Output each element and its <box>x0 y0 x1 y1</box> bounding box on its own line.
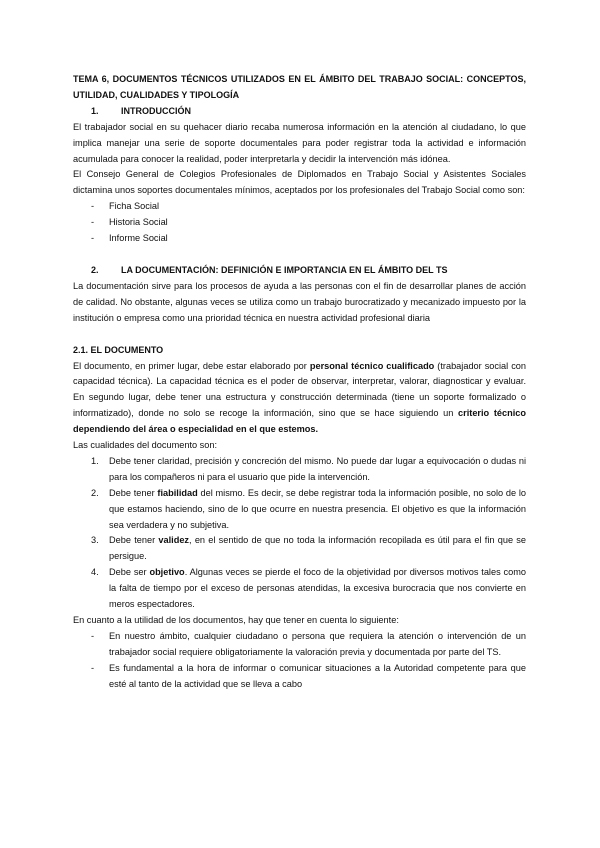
list-item: 1. Debe tener claridad, precisión y concreción del mismo. No puede dar lugar a equivocación o dudas ni para los compañeros ni para el usuario que pide la intervención. <box>73 454 526 486</box>
paragraph: En cuanto a la utilidad de los documentos, hay que tener en cuenta lo siguiente: <box>73 615 399 625</box>
dash-bullet: - <box>91 233 95 244</box>
section-title: INTRODUCCIÓN <box>121 105 191 116</box>
paragraph: Las cualidades del documento son: <box>73 440 218 451</box>
item-number: 2. <box>91 487 99 498</box>
list-item: - Es fundamental a la hora de informar o comunicar situaciones a la Autoridad competente para que esté al tanto de la actividad que se lleva a cabo <box>73 661 526 693</box>
dash-bullet: - <box>91 630 95 641</box>
item-number: 3. <box>91 535 99 546</box>
document-types-list <box>73 199 526 247</box>
list-item: - Ficha Social <box>73 199 526 215</box>
paragraph: La documentación sirve para los procesos de ayuda a las personas con el fin de desarrollar planes de acción de calidad. No obstante, algunas veces se utiliza como un trabajo burocratizado y mecanizado impuesto por la institución o empresa como una prioridad técnica en nuestra actividad profesional diaria <box>73 280 526 323</box>
section-number: 1. <box>91 105 99 116</box>
section-title: LA DOCUMENTACIÓN: DEFINICIÓN E IMPORTANCIA EN EL ÁMBITO DEL TS <box>121 264 448 275</box>
list-item: 4. Debe ser objetivo. Algunas veces se pierde el foco de la objetividad por diversos motivos tales como la falta de tiempo por el exceso de personas atendidas, la excesiva burocracia que nos convierte en meros espectadores. <box>73 565 526 613</box>
document-title: TEMA 6, DOCUMENTOS TÉCNICOS UTILIZADOS EN EL ÁMBITO DEL TRABAJO SOCIAL: CONCEPTOS, UTILIDAD, CUALIDADES Y TIPOLOGÍA <box>73 74 526 100</box>
list-item: - Informe Social <box>73 231 526 247</box>
paragraph: El documento, en primer lugar, debe estar elaborado por personal técnico cualificado (trabajador social con capacidad técnica). La capacidad técnica es el poder de observar, interpretar, valorar, diagnosticar y evaluar. En segundo lugar, debe tener una estructura y construcción determinada (tiene un soporte formalizado o informatizado), donde no solo se recoge la información, sino que se hace siguiendo un criterio técnico dependiendo del área o especialidad en el que estemos. <box>73 360 527 435</box>
utility-list <box>73 629 526 693</box>
item-number: 4. <box>91 567 99 578</box>
list-item: - En nuestro ámbito, cualquier ciudadano o persona que requiera la atención o intervención de un trabajador social requiere obligatoriamente la valoración previa y documentada por parte del TS. <box>73 629 526 661</box>
paragraph: El Consejo General de Colegios Profesionales de Diplomados en Trabajo Social y Asistentes Sociales dictamina unos soportes documentales mínimos, aceptados por los profesionales del Trabajo Social como son: <box>73 169 526 196</box>
paragraph: El trabajador social en su quehacer diario recaba numerosa información en la atención al ciudadano, lo que implica manejar una serie de soporte documentales para poder registrar toda la actividad e información acumulada para conocer la realidad, poder interpretarla y decidir la intervención más idónea. <box>73 121 526 164</box>
section-2-heading <box>73 263 526 279</box>
qualities-list <box>73 454 526 613</box>
section-number: 2. <box>91 264 99 275</box>
dash-bullet: - <box>91 662 95 673</box>
dash-bullet: - <box>91 201 95 212</box>
list-item: - Historia Social <box>73 215 526 231</box>
section-1-heading <box>73 104 526 120</box>
list-item: 3. Debe tener validez, en el sentido de que no toda la información recopilada es útil para el fin que se persigue. <box>73 533 526 565</box>
subsection-2-1-heading: 2.1. EL DOCUMENTO <box>73 344 164 355</box>
item-number: 1. <box>91 455 99 466</box>
dash-bullet: - <box>91 217 95 228</box>
list-item: 2. Debe tener fiabilidad del mismo. Es decir, se debe registrar toda la información posible, no solo de lo que estamos haciendo, sino de lo que ocurre en nuestra presencia. El objetivo es que la información sea verdadera y no subjetiva. <box>73 486 526 534</box>
